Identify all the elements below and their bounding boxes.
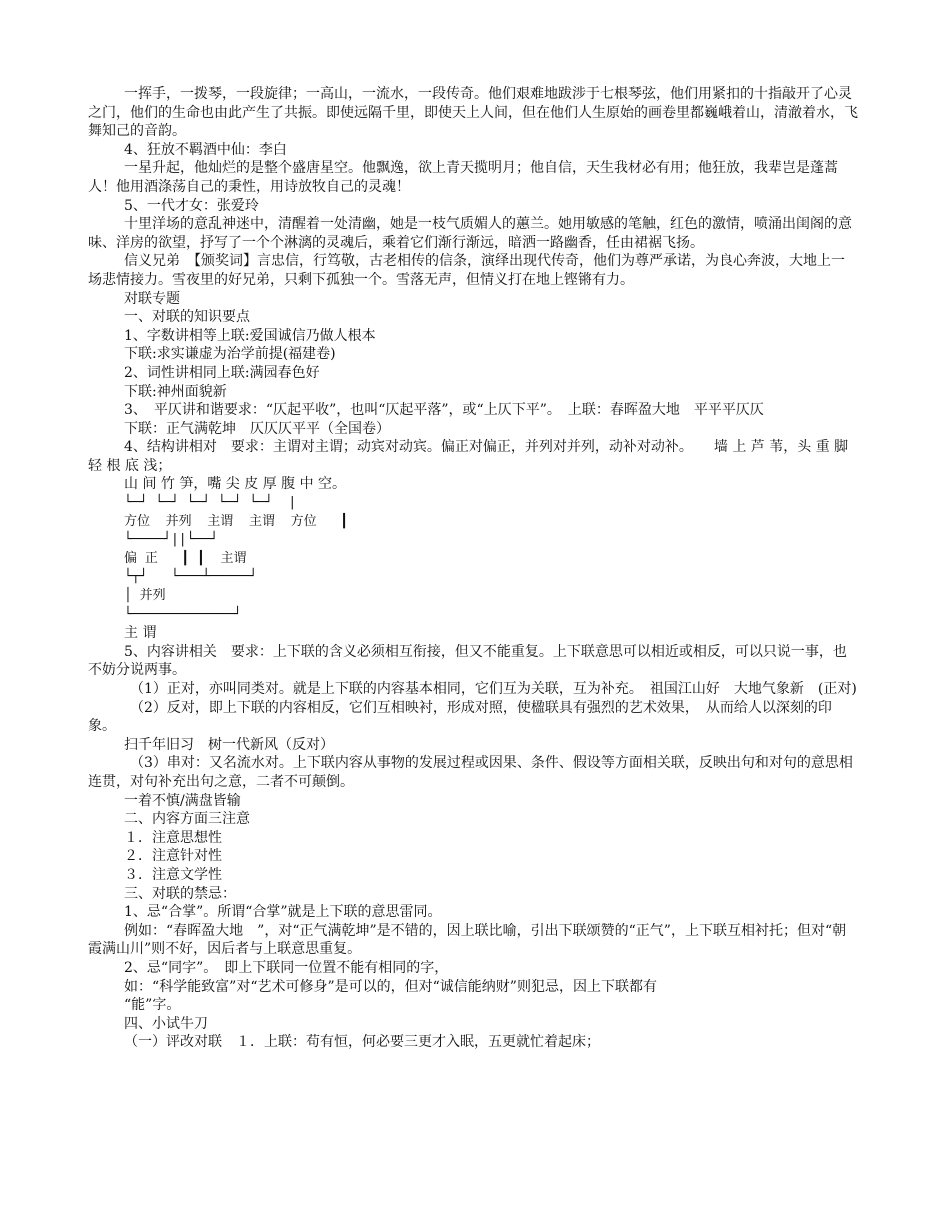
list-item: １．注意思想性 [124,829,222,846]
structure-diagram-line: └─┘ └─┘ └─┘ └─┘ └─┘ | [124,495,297,511]
section-heading: 一、对联的知识要点 [124,309,250,326]
text-line: 5、内容讲相关 要求：上下联的含义必须相互衔接，但又不能重复。上下联意思可以相近或相反，可以只说一事，也不妨分说两事。 [88,643,847,679]
text-line: 扫千年旧习 树一代新风（反对） [124,736,334,753]
text-line: （2）反对，即上下联的内容相反，它们互相映衬，形成对照，使楹联具有强烈的艺术效果， 从而给人以深刻的印象。 [88,699,832,735]
list-item: ２．注意针对性 [124,848,222,865]
section-heading: 二、内容方面三注意 [124,811,250,828]
text-line: 2、忌“同字”。 即上下联同一位置不能有相同的字， [124,959,449,976]
text-line: 十里洋场的意乱神迷中，清醒着一处清幽，她是一枝气质媚人的蕙兰。她用敏感的笔触，红色的激情，喷涌出闺阁的意味、洋房的欲望，抒写了一个个淋漓的灵魂后，乘着它们渐行渐远，暗洒一路幽香，任由裙裾飞扬。 [88,216,852,251]
section-heading: 5、一代才女：张爱玲 [124,197,259,214]
section-heading: 四、小试牛刀 [124,1015,208,1032]
text-line: 4、结构讲相对 要求：主谓对主谓；动宾对动宾。偏正对偏正，并列对并列，动补对动补。 墙 上 芦 苇，头 重 脚 轻 根 底 浅； [88,439,849,474]
structure-diagram-line: │ 并列 [124,588,166,604]
text-line: 1、字数讲相等上联:爱国诚信乃做人根本 [124,327,376,344]
text-line: “能”字。 [124,997,181,1014]
structure-diagram-line: └┬┘ └───┴─────┘ [124,569,258,585]
text-line: 一星升起，他灿烂的是整个盛唐星空。他飘逸，欲上青天揽明月；他自信，天生我材必有用；他狂放，我辈岂是蓬蒿人！他用酒涤荡自己的秉性，用诗放牧自己的灵魂！ [88,160,838,195]
structure-diagram-line: └─────────────┘ [124,606,242,622]
text-line: （一）评改对联 １．上联：苟有恒，何必要三更才入眠，五更就忙着起床； [124,1034,600,1051]
text-line: 信义兄弟 【颁奖词】言忠信，行笃敬，古老相传的信条，演绎出现代传奇，他们为尊严承诺，为良心奔波，大地上一场悲情接力。雪夜里的好兄弟，只剩下孤独一个。雪落无声，但情义打在地上铿锵有力。 [88,253,845,288]
structure-diagram-line: └────┘||└──┘ [124,532,218,548]
text-line: 如：“科学能致富”对“艺术可修身”是可以的，但对“诚信能纳财”则犯忌，因上下联都有 [124,978,657,995]
text-line: 例如：“春晖盈大地 ”，对“正气满乾坤”是不错的，因上联比喻，引出下联颂赞的“正气”，上下联互相衬托；但对“朝霞满山川”则不好，因后者与上联意思重复。 [88,922,847,958]
list-item: ３．注意文学性 [124,866,222,883]
section-heading: 对联专题 [124,290,180,307]
section-heading: 4、狂放不羁酒中仙：李白 [124,141,287,158]
text-line: （1）正对，亦叫同类对。就是上下联的内容基本相同，它们互为关联，互为补充。 祖国江山好 大地气象新 (正对) [130,681,857,697]
text-line: 2、词性讲相同上联:满园春色好 [124,364,320,381]
document-body [88,85,858,1052]
text-line: 一着不慎/满盘皆输 [124,792,241,809]
text-line: 山 间 竹 笋，嘴 尖 皮 厚 腹 中 空。 [124,476,347,493]
structure-diagram-line: 偏 正 ┃ ┃ 主谓 [124,550,247,566]
text-line: 一挥手，一拨琴，一段旋律；一高山，一流水，一段传奇。他们艰难地跋涉于七根琴弦，他们用紧扣的十指敲开了心灵之门，他们的生命也由此产生了共振。即使远隔千里，即使天上人间，但在他们人生原始的画卷里都巍峨着山，清澈着水，飞舞知己的音韵。 [88,86,858,140]
structure-diagram-line: 方位 并列 主谓 主谓 方位 ┃ [124,513,348,529]
section-heading: 三、对联的禁忌： [124,885,236,902]
text-line: 下联:求实谦虚为治学前提(福建卷) [124,346,336,363]
text-line: 3、 平仄讲和谐要求：“仄起平收”，也叫“仄起平落”，或“上仄下平”。 上联：春晖盈大地 平平平仄仄 [124,402,764,419]
text-line: 1、忌“合掌”。所谓“合掌”就是上下联的意思雷同。 [124,904,442,921]
text-line: 下联：正气满乾坤 仄仄仄平平（全国卷） [124,420,390,437]
text-line: 主 谓 [124,625,157,642]
text-line: （3）串对：又名流水对。上下联内容从事物的发展过程或因果、条件、假设等方面相关联，反映出句和对句的意思相连贯，对句补充出句之意，二者不可颠倒。 [88,755,853,790]
text-line: 下联:神州面貌新 [124,383,227,400]
